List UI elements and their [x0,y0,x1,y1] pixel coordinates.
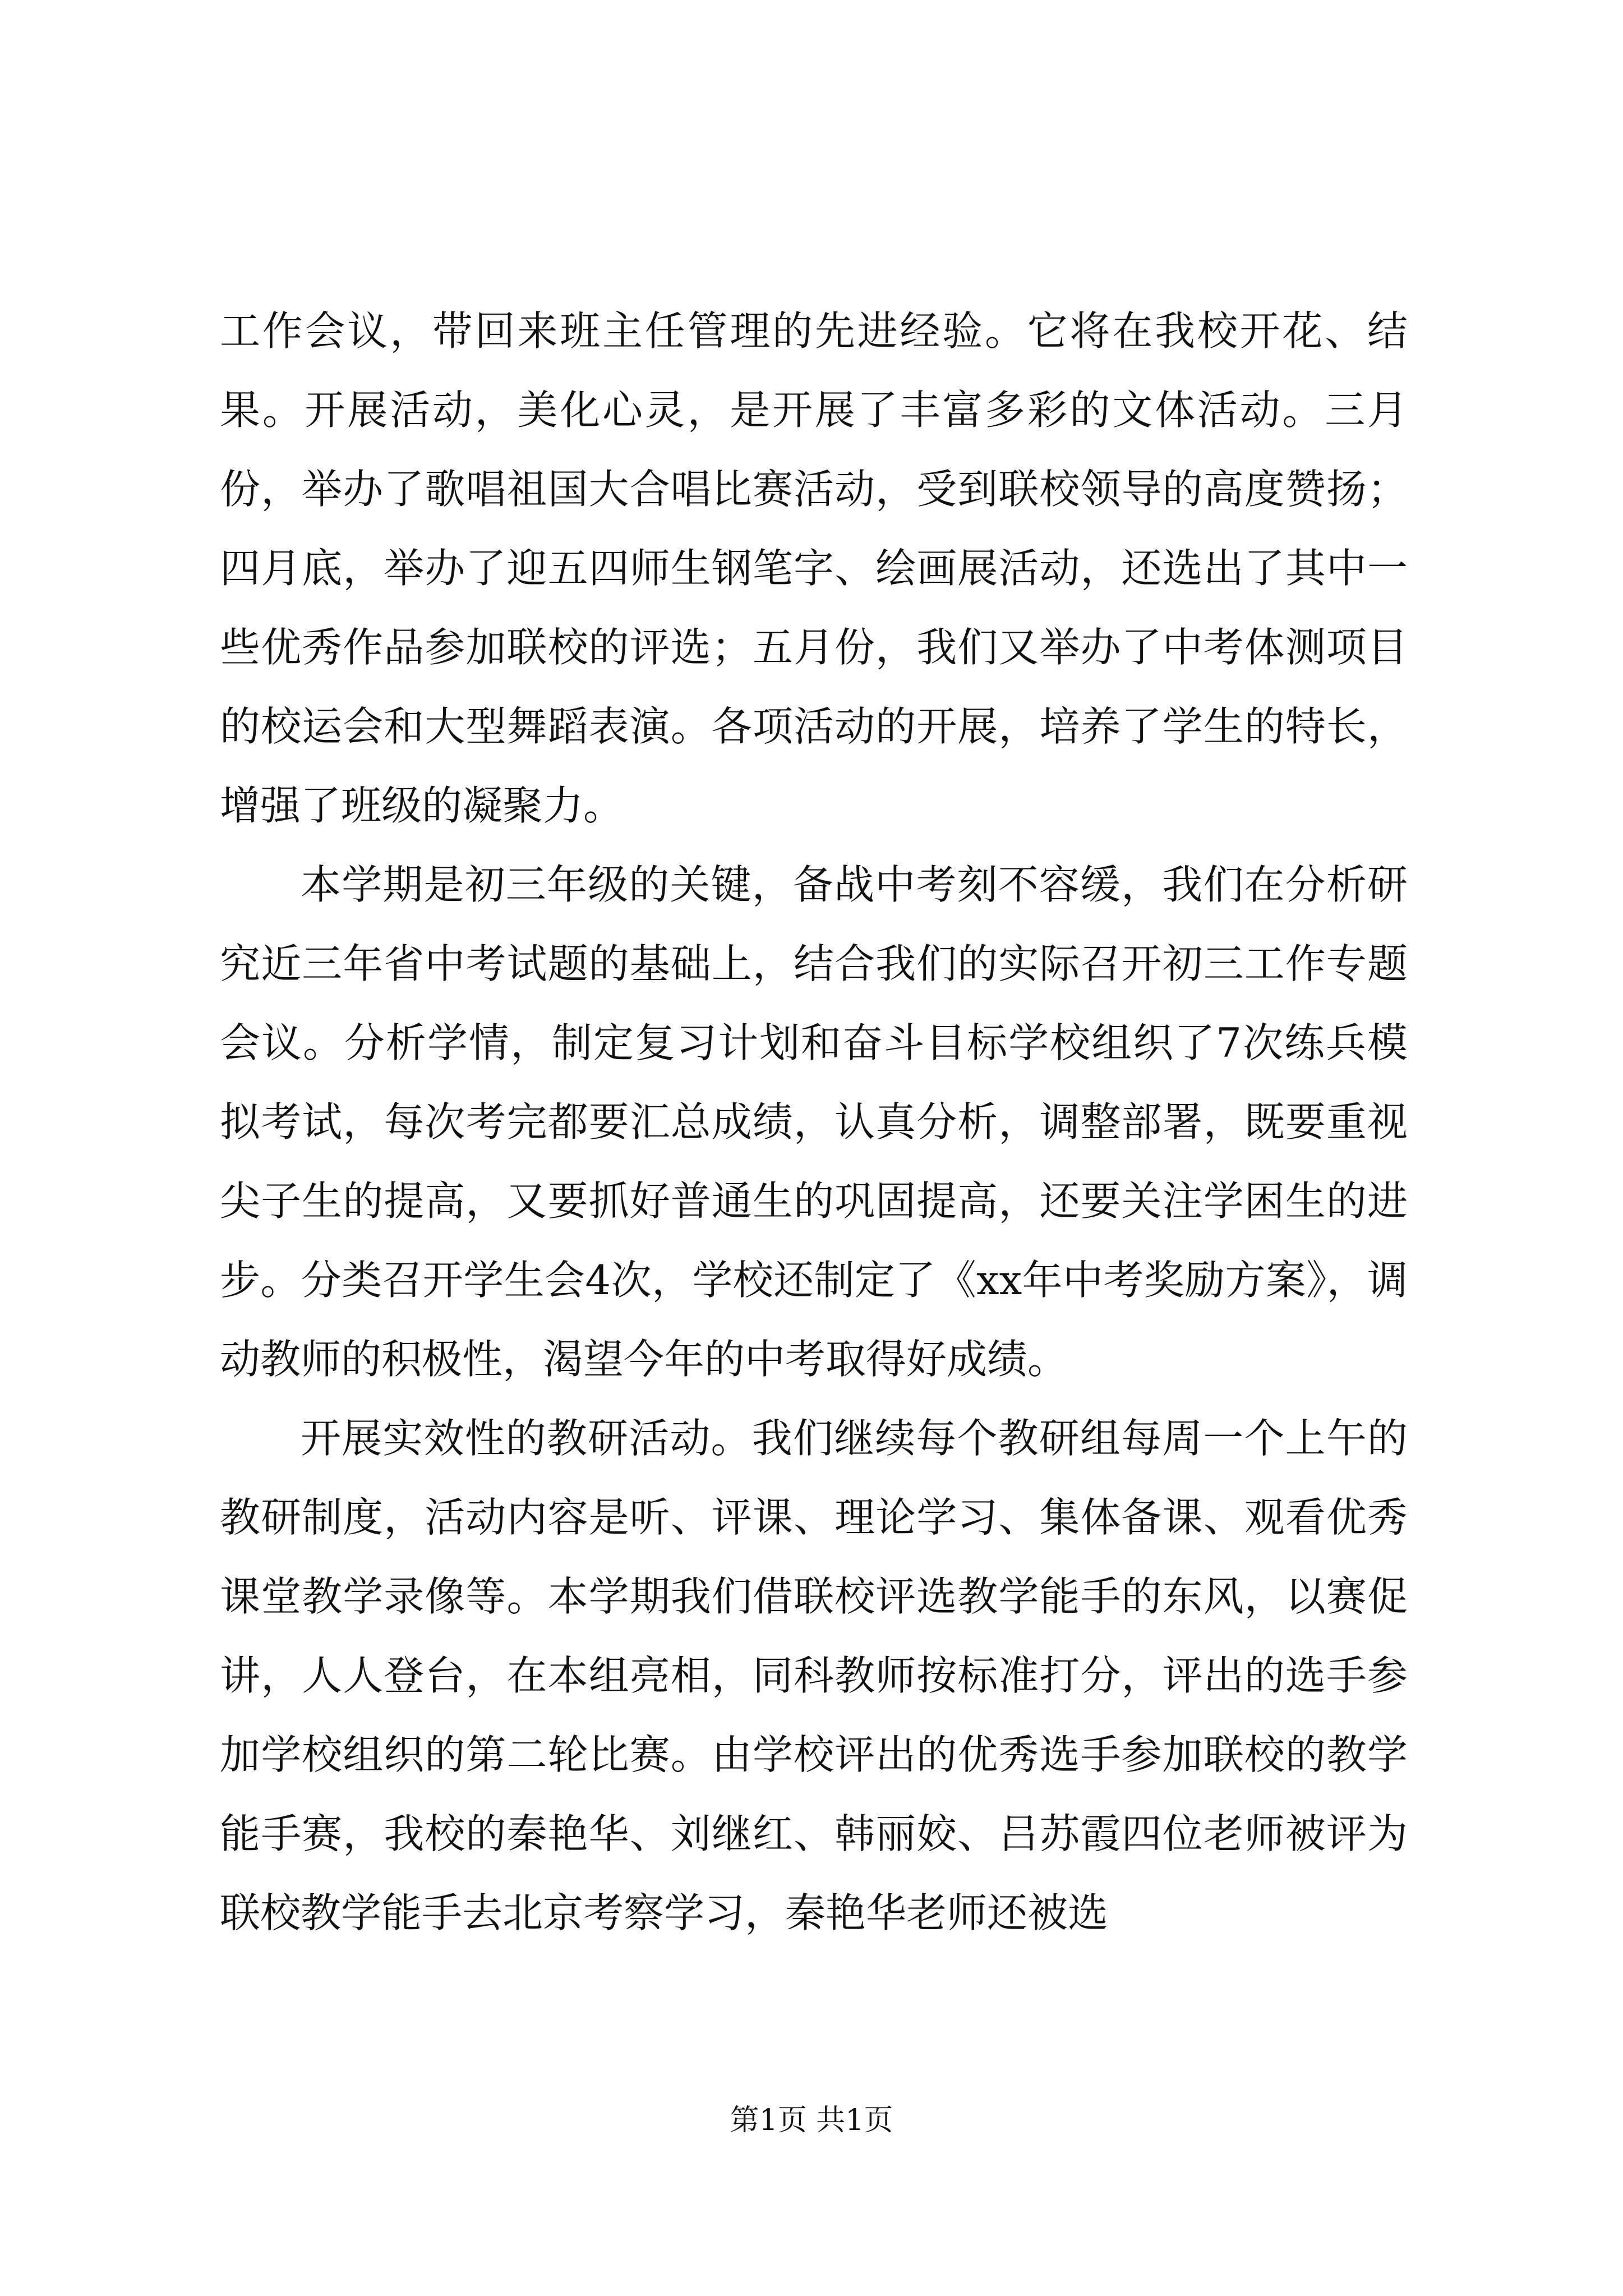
paragraph-exam-preparation: 本学期是初三年级的关键，备战中考刻不容缓，我们在分析研究近三年省中考试题的基础上，结合我们的实际召开初三工作专题会议。分析学情，制定复习计划和奋斗目标学校组织了7次练兵模拟考试，每次考完都要汇总成绩，认真分析，调整部署，既要重视尖子生的提高，又要抓好普通生的巩固提高，还要关注学困生的进步。分类召开学生会4次，学校还制定了《xx年中考奖励方案》，调动教师的积极性，渴望今年的中考取得好成绩。 [220,861,1408,1383]
paragraph-activities: 工作会议，带回来班主任管理的先进经验。它将在我校开花、结果。开展活动，美化心灵，是开展了丰富多彩的文体活动。三月份，举办了歌唱祖国大合唱比赛活动，受到联校领导的高度赞扬；四月底，举办了迎五四师生钢笔字、绘画展活动，还选出了其中一些优秀作品参加联校的评选；五月份，我们又举办了中考体测项目的校运会和大型舞蹈表演。各项活动的开展，培养了学生的特长，增强了班级的凝聚力。 [220,307,1408,829]
page-number-footer: 第1页 共1页 [730,2104,893,2137]
paragraph-teaching-research: 开展实效性的教研活动。我们继续每个教研组每周一个上午的教研制度，活动内容是听、评课、理论学习、集体备课、观看优秀课堂教学录像等。本学期我们借联校评选教学能手的东风，以赛促讲，人人登台，在本组亮相，同科教师按标准打分，评出的选手参加学校组织的第二轮比赛。由学校评出的优秀选手参加联校的教学能手赛，我校的秦艳华、刘继红、韩丽姣、吕苏霞四位老师被评为联校教学能手去北京考察学习，秦艳华老师还被选 [220,1415,1408,1936]
document-body [220,292,1408,1953]
